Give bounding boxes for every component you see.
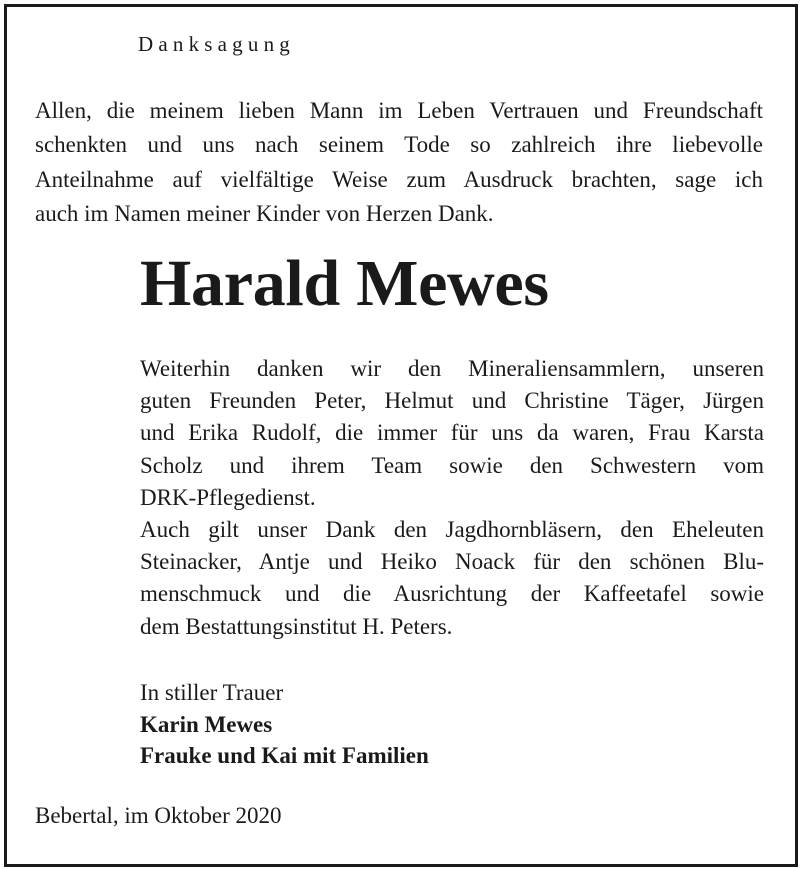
thanks-line: Weiterhin danken wir den Mineraliensammlern, unseren (140, 356, 764, 381)
thanks-line: Auch gilt unser Dank den Jagdhornbläsern, den Eheleuten (140, 517, 764, 543)
signoff-name: Karin Mewes (140, 711, 273, 737)
thanks-line: dem Bestattungsinstitut H. Peters. (140, 613, 453, 639)
notice-heading: Danksagung (138, 32, 295, 56)
thanks-line: und Erika Rudolf, die immer für uns da waren, Frau Karsta (140, 420, 764, 446)
intro-line: Anteilnahme auf vielfältige Weise zum Ausdruck brachten, sage ich (35, 166, 763, 192)
intro-line: schenkten und uns nach seinem Tode so zahlreich ihre liebevolle (35, 132, 763, 158)
thanks-line: Scholz und ihrem Team sowie den Schwestern vom (140, 452, 764, 478)
thanks-line: guten Freunden Peter, Helmut und Christine Täger, Jürgen (140, 388, 764, 414)
intro-line: Allen, die meinem lieben Mann im Leben Vertrauen und Freundschaft (35, 98, 763, 123)
signoff-block (140, 677, 429, 772)
thanks-line: DRK-Pflegedienst. (140, 484, 316, 510)
thanks-line: Steinacker, Antje und Heiko Noack für den schönen Blu- (140, 549, 764, 575)
signoff-intro: In stiller Trauer (140, 680, 284, 705)
deceased-name: Harald Mewes (140, 247, 549, 320)
intro-line: auch im Namen meiner Kinder von Herzen Dank. (35, 200, 494, 226)
place-date: Bebertal, im Oktober 2020 (35, 803, 282, 828)
thanks-paragraph (140, 353, 764, 643)
signoff-name: Frauke und Kai mit Familien (140, 743, 429, 768)
thanks-line: menschmuck und die Ausrichtung der Kaffeetafel sowie (140, 581, 764, 607)
intro-paragraph (35, 94, 763, 231)
